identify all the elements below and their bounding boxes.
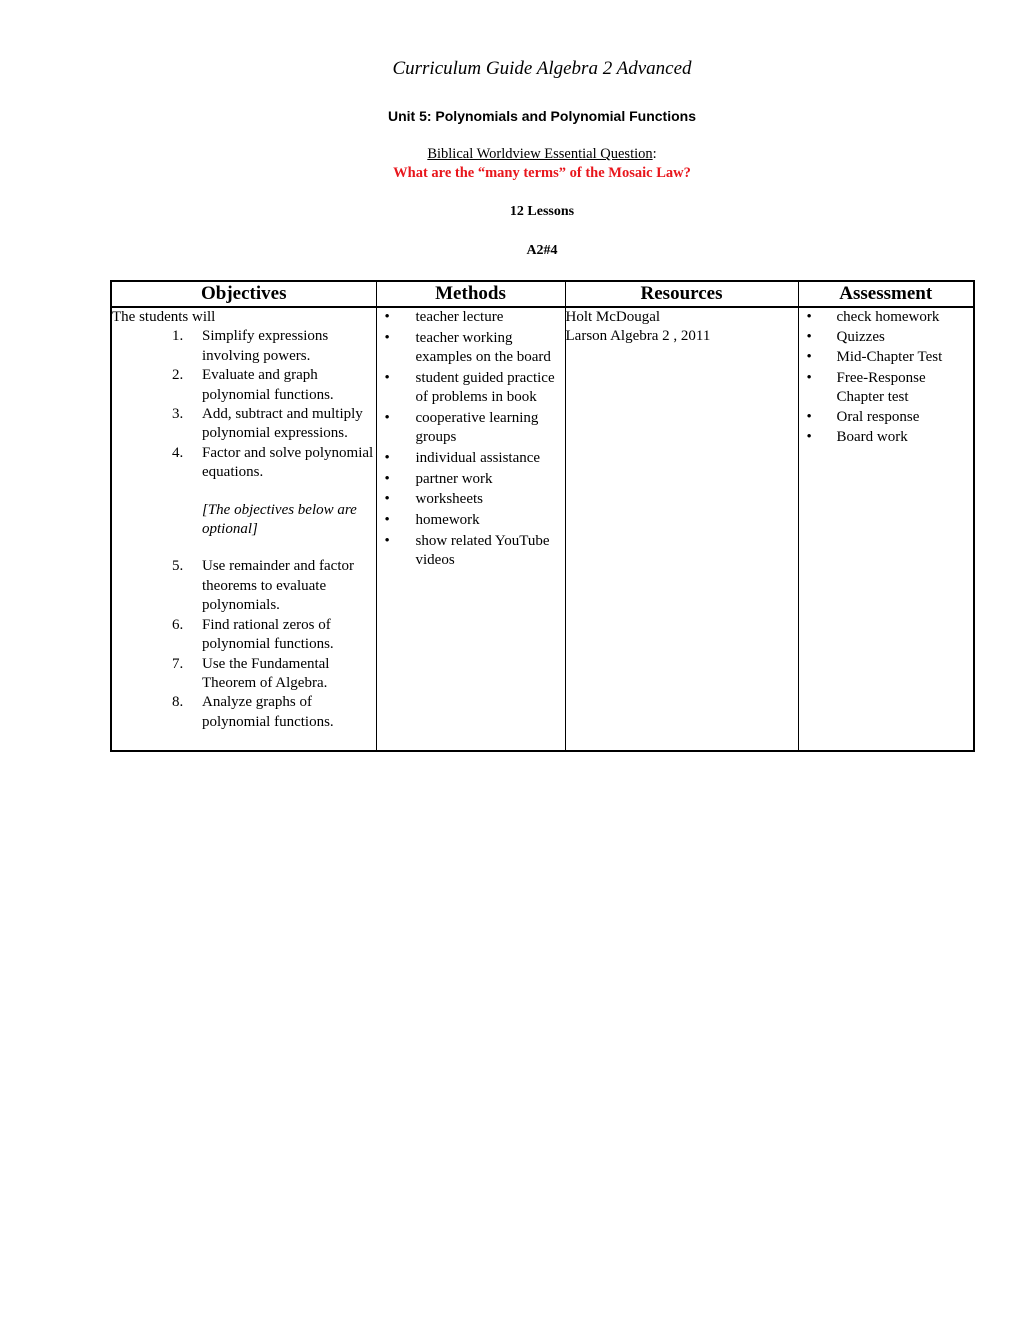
header-resources: Resources — [565, 281, 798, 307]
assessment-cell — [798, 307, 974, 751]
methods-list — [377, 308, 565, 571]
objective-number: 5. — [172, 558, 184, 575]
objective-text: Use remainder and factor theorems to evaluate polynomials. — [202, 558, 355, 614]
resources-cell — [565, 307, 798, 751]
list-item — [799, 308, 974, 327]
list-item — [377, 490, 565, 509]
assessment-list — [799, 308, 974, 448]
course-code: A2#4 — [526, 243, 558, 258]
worldview-label-text: Biblical Worldview Essential Question — [427, 146, 653, 162]
objective-text: Analyze graphs of polynomial functions. — [202, 694, 334, 730]
assessment-text: Mid-Chapter Test — [836, 349, 943, 366]
bullet-icon: • — [384, 309, 390, 325]
list-item — [799, 428, 974, 447]
objective-text: Simplify expressions involving powers. — [202, 328, 329, 364]
method-text: partner work — [415, 470, 493, 487]
method-text: teacher lecture — [415, 309, 504, 325]
bullet-icon: • — [384, 491, 390, 508]
table-body-row — [111, 307, 974, 751]
bullet-icon: • — [384, 512, 390, 529]
objective-number: 4. — [172, 444, 184, 461]
bullet-icon: • — [806, 409, 812, 426]
bullet-icon: • — [806, 329, 812, 346]
worldview-label-colon: : — [652, 146, 657, 162]
bullet-icon: • — [384, 329, 390, 346]
assessment-text: Oral response — [836, 409, 920, 426]
list-item — [112, 405, 376, 444]
list-item — [112, 693, 376, 732]
assessment-text: check homework — [836, 309, 940, 325]
objective-number: 3. — [172, 406, 184, 423]
list-item — [377, 369, 565, 408]
objective-number: 2. — [172, 367, 184, 384]
list-item — [799, 369, 974, 408]
method-text: individual assistance — [415, 450, 541, 467]
list-item — [112, 655, 376, 694]
objective-text: Evaluate and graph polynomial functions. — [202, 367, 334, 403]
list-item — [377, 409, 565, 448]
assessment-text: Free-Response Chapter test — [836, 369, 926, 406]
bullet-icon: • — [384, 369, 390, 386]
objective-number: 1. — [172, 328, 184, 345]
assessment-text: Board work — [836, 429, 908, 446]
method-text: student guided practice of problems in book — [415, 369, 555, 406]
list-item — [112, 557, 376, 615]
header-objectives: Objectives — [111, 281, 376, 307]
list-item — [799, 348, 974, 367]
methods-cell — [376, 307, 565, 751]
optional-objectives-list — [112, 557, 376, 732]
header-methods: Methods — [376, 281, 565, 307]
required-objectives-list — [112, 327, 376, 482]
objective-text: Add, subtract and multiply polynomial expressions. — [202, 406, 363, 442]
curriculum-table — [110, 280, 975, 752]
list-item — [799, 408, 974, 427]
objective-text: Factor and solve polynomial equations. — [202, 444, 374, 481]
table-header-row — [111, 281, 974, 307]
resource-textbook: Larson Algebra 2 , 2011 — [565, 328, 711, 345]
assessment-text: Quizzes — [836, 329, 885, 346]
essential-question: What are the “many terms” of the Mosaic Law? — [393, 165, 691, 181]
document-title: Curriculum Guide Algebra 2 Advanced — [392, 58, 692, 79]
bullet-icon: • — [806, 349, 812, 366]
method-text: homework — [415, 512, 480, 529]
bullet-icon: • — [806, 429, 812, 446]
objectives-cell — [111, 307, 376, 751]
list-item — [377, 308, 565, 327]
list-item — [377, 470, 565, 489]
objective-number: 6. — [172, 616, 184, 633]
method-text: show related YouTube videos — [415, 532, 550, 569]
bullet-icon: • — [384, 470, 390, 487]
list-item — [112, 616, 376, 655]
method-text: worksheets — [415, 491, 483, 508]
list-item — [377, 532, 565, 571]
list-item — [377, 511, 565, 530]
objectives-intro: The students will — [112, 309, 216, 325]
list-item — [377, 329, 565, 368]
header-assessment: Assessment — [798, 281, 974, 307]
list-item — [112, 327, 376, 366]
objective-text: Use the Fundamental Theorem of Algebra. — [202, 655, 330, 691]
method-text: teacher working examples on the board — [415, 329, 551, 366]
bullet-icon: • — [384, 409, 390, 426]
unit-heading: Unit 5: Polynomials and Polynomial Functions — [387, 108, 697, 124]
objective-number: 7. — [172, 655, 184, 672]
bullet-icon: • — [806, 369, 812, 386]
objective-text: Find rational zeros of polynomial functions. — [202, 616, 334, 653]
method-text: cooperative learning groups — [415, 409, 539, 446]
resource-publisher: Holt McDougal — [565, 309, 661, 325]
list-item — [112, 444, 376, 483]
optional-note: [The objectives below are optional] — [202, 501, 357, 538]
list-item — [799, 328, 974, 347]
list-item — [377, 449, 565, 468]
bullet-icon: • — [806, 309, 812, 325]
objective-number: 8. — [172, 694, 184, 711]
lesson-count: 12 Lessons — [509, 204, 575, 219]
bullet-icon: • — [384, 450, 390, 467]
bullet-icon: • — [384, 532, 390, 549]
worldview-label — [0, 146, 1024, 163]
list-item — [112, 366, 376, 405]
